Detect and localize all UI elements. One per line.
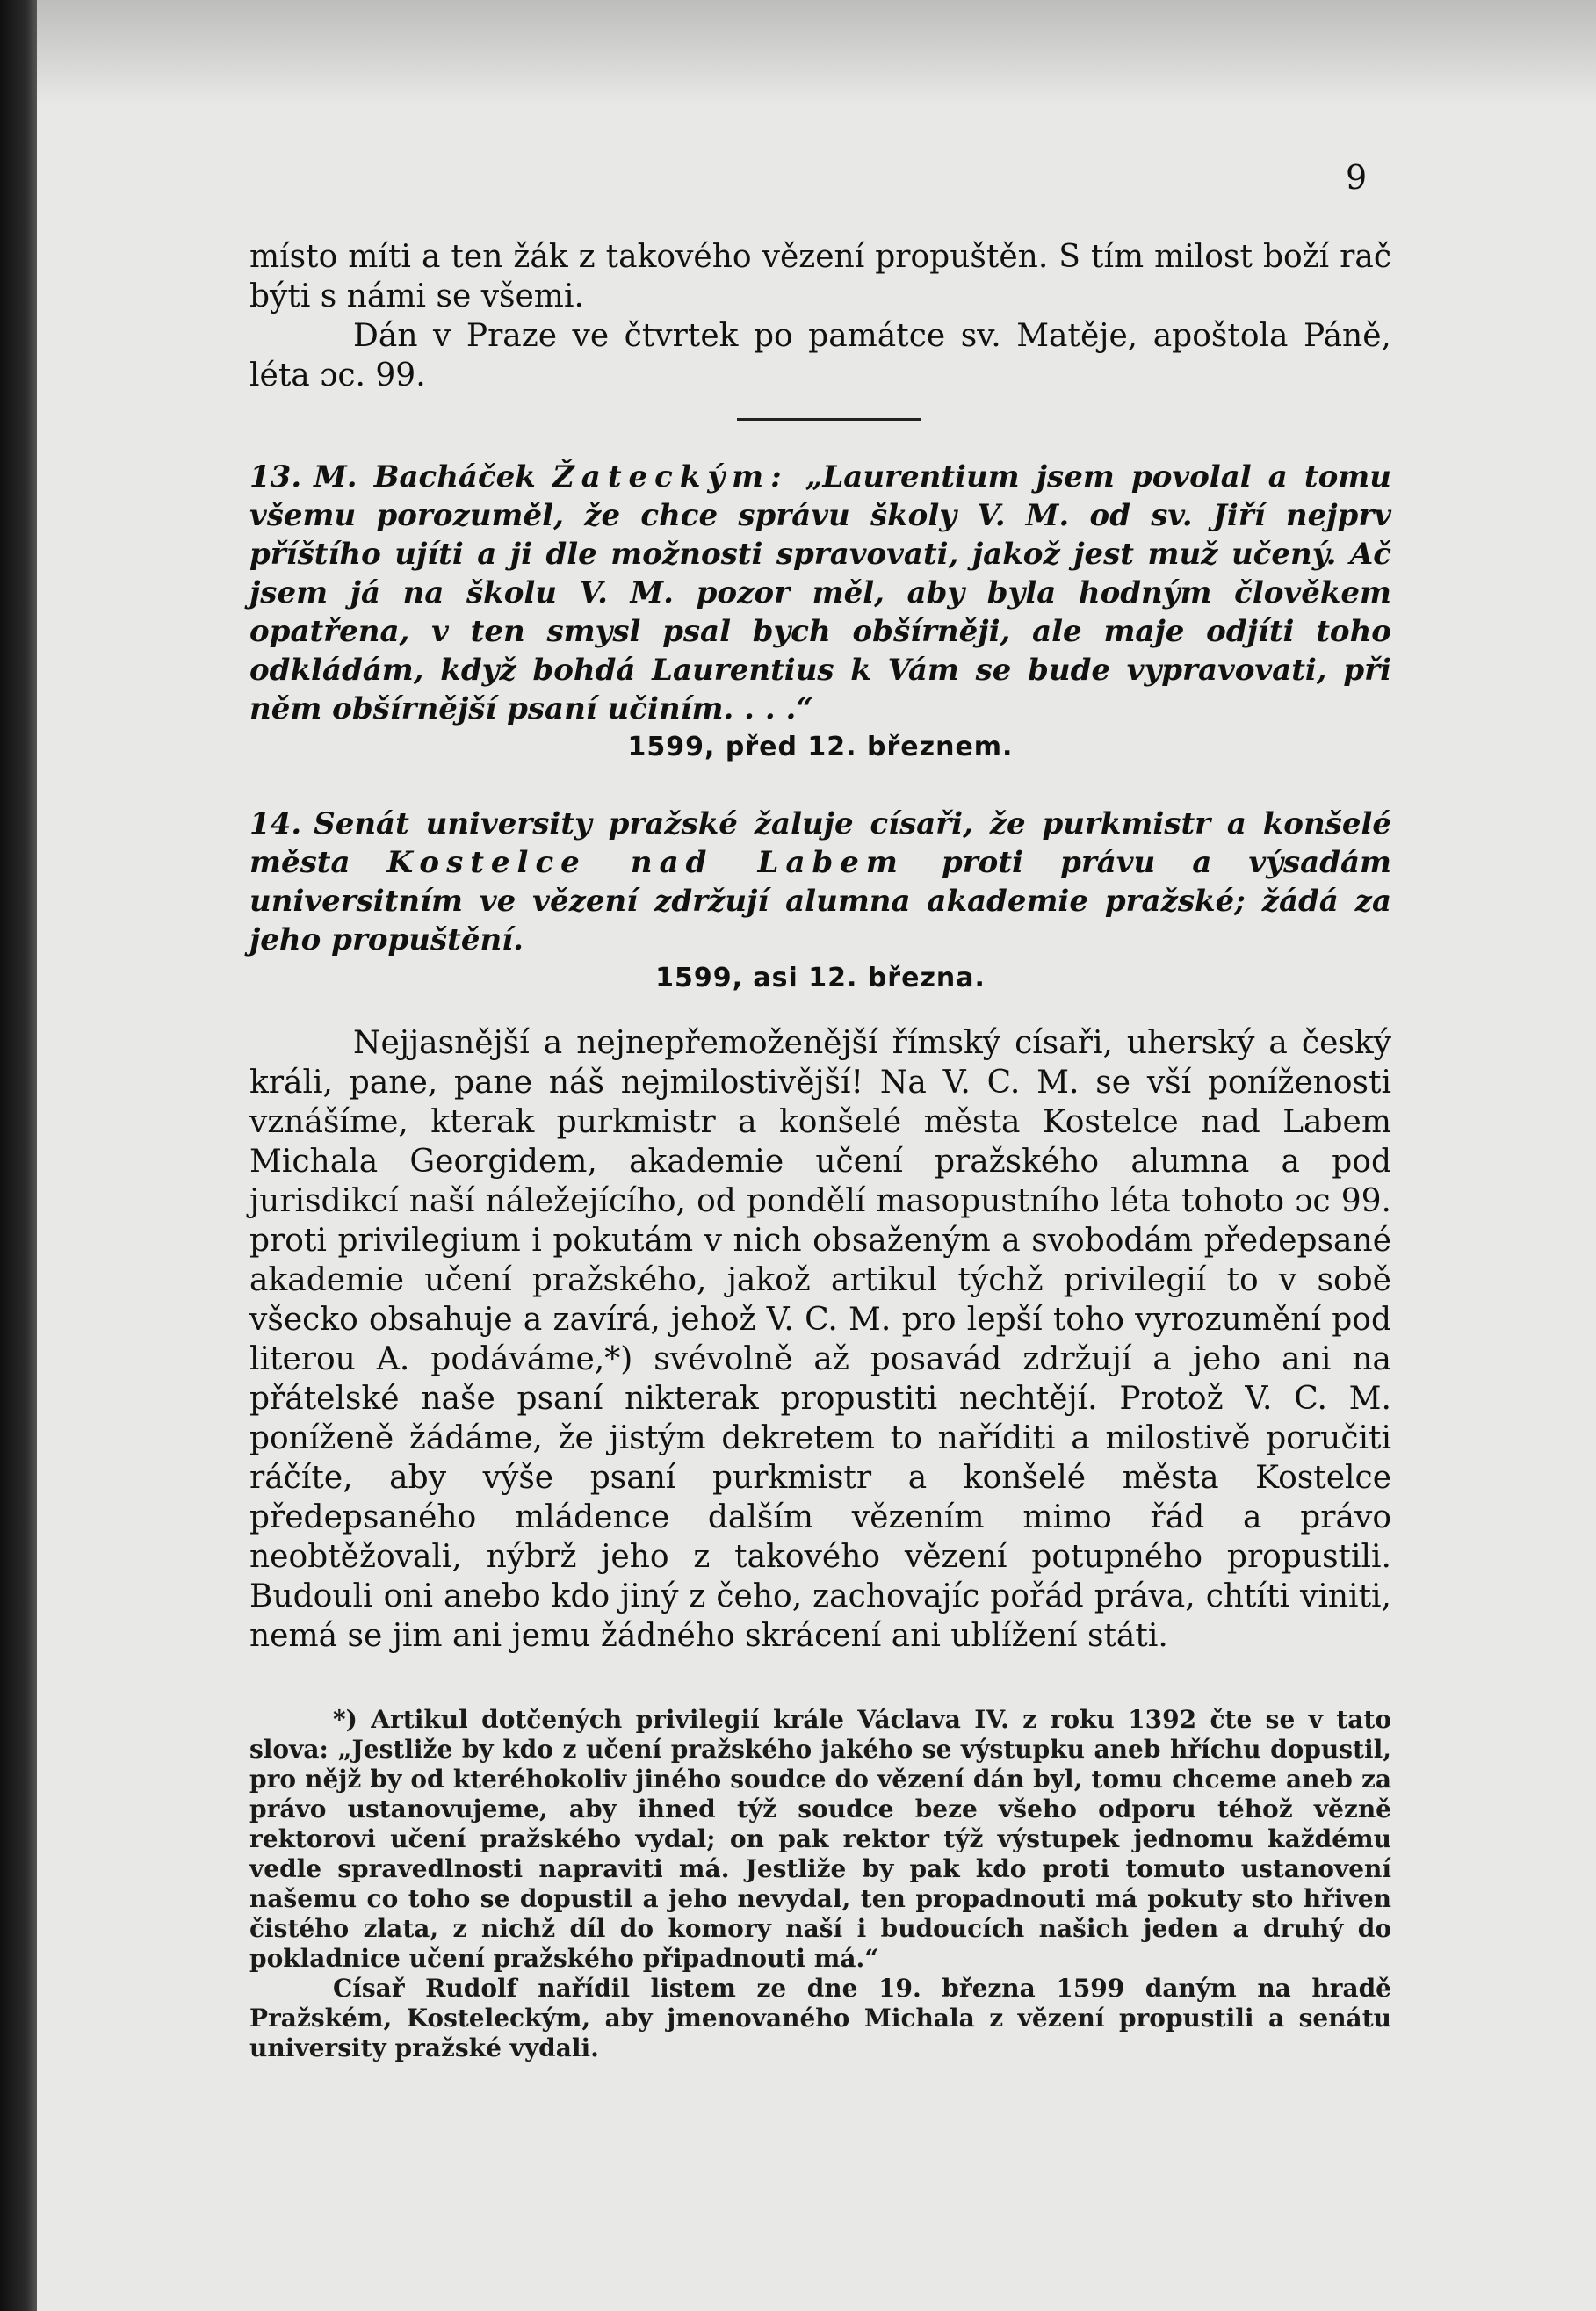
body-paragraph: Nejjasnější a nejnepřemoženější římský císaři, uherský a český králi, pane, pane náš nejmilostivější! Na V. C. M. se vší poníženosti vznášíme, kterak purkmistr a konšelé města Kostelce nad Labem Michala Georgidem, akademie učení pražského alumna a pod jurisdikcí naší náležejícího, od pondělí masopustního léta tohoto ɔc 99. proti privilegium i pokutám v nich obsaženým a svobodám předepsané akademie učení pražského, jakož artikul týchž privilegií to v sobě všecko obsahuje a zavírá, jehož V. C. M. pro lepší toho vyrozumění pod literou A. podáváme,*) svévolně až posavád zdržují a jeho ani na přátelské naše psaní nikterak propustiti nechtějí. Protož V. C. M. poníženě žádáme, že jistým dekretem to naříditi a milostivě poručiti ráčíte, aby výše psaní purkmistr a konšelé města Kostelce předepsaného mládence dalším vězením mimo řád a právo neobtěžovali, nýbrž jeho z takového vězení potupného propustili. Budouli oni anebo kdo jiný z čeho, zachovajíc pořád práva, chtíti viniti, nemá se jim ani jemu žádného skrácení ani ublížení státi.	[249, 1025, 1391, 1654]
intro-dating: Dán v Praze ve čtvrtek po památce sv. Matěje, apoštola Páně, léta ɔc. 99.	[249, 318, 1391, 394]
entry-13-addressee: Žateckým:	[552, 459, 789, 495]
entry-13-summary	[249, 458, 1391, 728]
entry-13-head: M. Bacháček	[314, 459, 536, 495]
entry-14-town: Kostelce nad Labem	[386, 845, 905, 880]
entry-14-summary	[249, 805, 1391, 959]
entry-13-date: 1599, před 12. březnem.	[627, 732, 1014, 762]
footnote-note: Císař Rudolf nařídil listem ze dne 19. března 1599 daným na hradě Pražském, Kosteleckým, aby jmenovaného Michala z vězení propustili a senátu university pražské vydali.	[249, 1974, 1391, 2062]
book-page	[37, 0, 1596, 2311]
page-number: 9	[1346, 158, 1368, 197]
entry-14-number: 14.	[249, 806, 302, 841]
entry-13-text: „Laurentium jsem povolal a tomu všemu porozuměl, že chce správu školy V. M. od sv. Jiří nejprv příštího ujíti a ji dle možnosti spravovati, jakož jest muž učený. Ač jsem já na školu V. M. pozor měl, aby byla hodným člověkem opatřena, v ten smysl psal bych obšírněji, ale maje odjíti toho odkládám, když bohdá Laurentius k Vám se bude vypravovati, při něm obšírnější psaní učiním. . . .“	[249, 459, 1391, 726]
footnote-paragraph: *) Artikul dotčených privilegií krále Václava IV. z roku 1392 čte se v tato slova: „Jestliže by kdo z učení pražského jakého se výstupku aneb hříchu dopustil, pro nějž by od kteréhokoliv jiného soudce do vězení dán byl, tomu chceme aneb za právo ustanovujeme, aby ihned týž soudce beze všeho odporu téhož vězně rektorovi učení pražského vydal; on pak rektor týž výstupek jednomu každému vedle spravedlnosti napraviti má. Jestliže by pak kdo proti tomuto ustanovení našemu co toho se dopustil a jeho nevydal, ten propadnouti má pokuty sto hřiven čistého zlata, z nichž díl do komory naší i budoucích našich jeden a druhý do pokladnice učení pražského připadnouti má.“	[249, 1705, 1391, 1973]
entry-14-text-2: proti právu a výsadám universitním ve vězení zdržují alumna akademie pražské; žádá za jeho propuštění.	[249, 845, 1391, 957]
page-content	[249, 237, 1391, 2063]
separator-rule	[737, 418, 921, 421]
intro-paragraph: místo míti a ten žák z takového vězení propuštěn. S tím milost boží rač býti s námi se všemi.	[249, 239, 1391, 314]
entry-13-number: 13.	[249, 459, 302, 495]
binding-edge	[0, 0, 37, 2311]
entry-14-text-1: Senát university pražské žaluje císaři, že purkmistr a konšelé města	[249, 806, 1391, 880]
entry-14-date: 1599, asi 12. března.	[655, 963, 986, 993]
